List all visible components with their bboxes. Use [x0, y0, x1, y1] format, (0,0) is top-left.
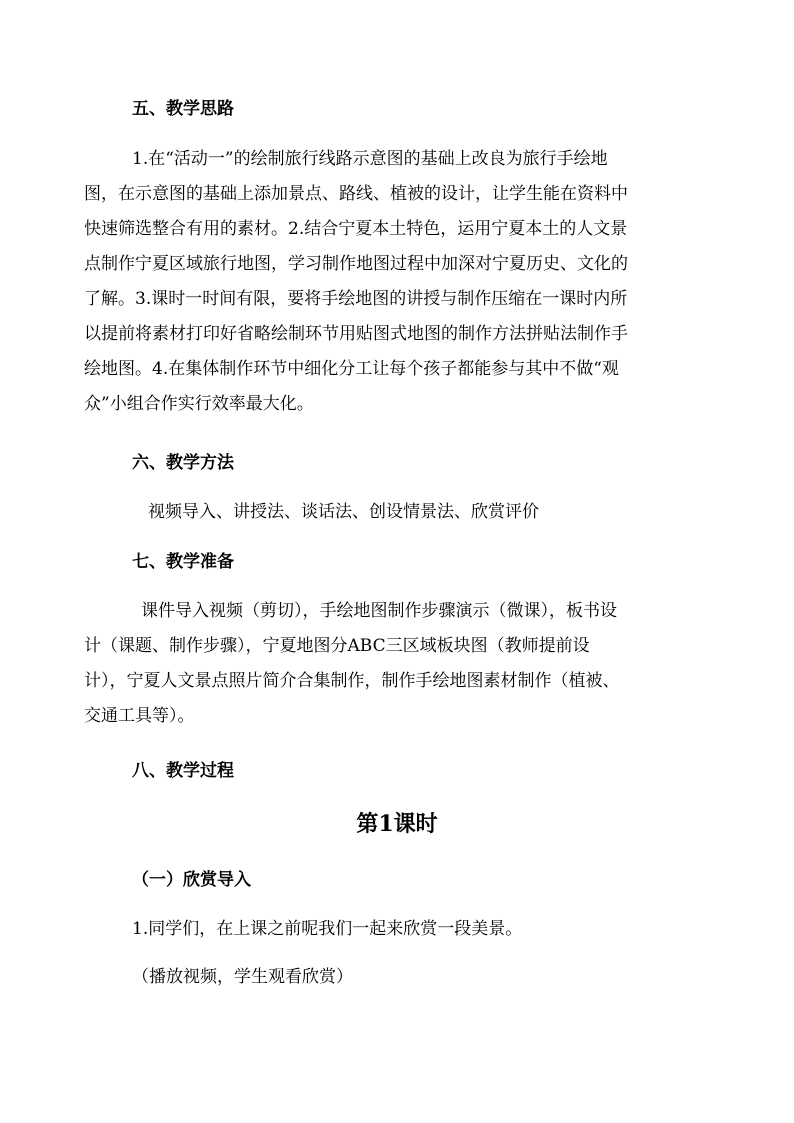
- section-heading-teaching-methods: 六、教学方法: [132, 453, 234, 473]
- paragraph-line: 快速筛选整合有用的素材。2.结合宁夏本土特色，运用宁夏本土的人文景: [84, 219, 628, 239]
- paragraph-line: （播放视频，学生观看欣赏）: [132, 967, 353, 987]
- section-heading-teaching-preparation: 七、教学准备: [132, 552, 234, 572]
- paragraph-line: 众”小组合作实行效率最大化。: [84, 394, 314, 414]
- section-heading-teaching-approach: 五、教学思路: [132, 99, 234, 119]
- section-heading-teaching-process: 八、教学过程: [132, 761, 234, 781]
- paragraph-line: 交通工具等）。: [84, 706, 195, 726]
- paragraph-line: 图，在示意图的基础上添加景点、路线、植被的设计，让学生能在资料中: [84, 184, 628, 204]
- paragraph-line: 点制作宁夏区域旅行地图，学习制作地图过程中加深对宁夏历史、文化的: [84, 254, 628, 274]
- paragraph-line: 计（课题、制作步骤），宁夏地图分ABC三区域板块图（教师提前设: [84, 636, 590, 656]
- paragraph-line: 以提前将素材打印好省略绘制环节用贴图式地图的制作方法拼贴法制作手: [84, 324, 628, 344]
- paragraph-line: 了解。3.课时一时间有限，要将手绘地图的讲授与制作压缩在一课时内所: [84, 289, 628, 309]
- subsection-heading-appreciation-intro: （一）欣赏导入: [132, 870, 251, 890]
- paragraph-line: 1.同学们，在上课之前呢我们一起来欣赏一段美景。: [132, 919, 523, 939]
- lesson-title: 第1课时: [356, 811, 438, 837]
- paragraph-line: 视频导入、讲授法、谈话法、创设情景法、欣赏评价: [148, 502, 539, 522]
- paragraph-line: 绘地图。4.在集体制作环节中细化分工让每个孩子都能参与其中不做“观: [84, 359, 619, 379]
- paragraph-line: 计），宁夏人文景点照片简介合集制作，制作手绘地图素材制作（植被、: [84, 671, 620, 691]
- paragraph-line: 课件导入视频（剪切），手绘地图制作步骤演示（微课），板书设: [141, 601, 617, 621]
- paragraph-line: 1.在“活动一”的绘制旅行线路示意图的基础上改良为旅行手绘地: [132, 149, 608, 169]
